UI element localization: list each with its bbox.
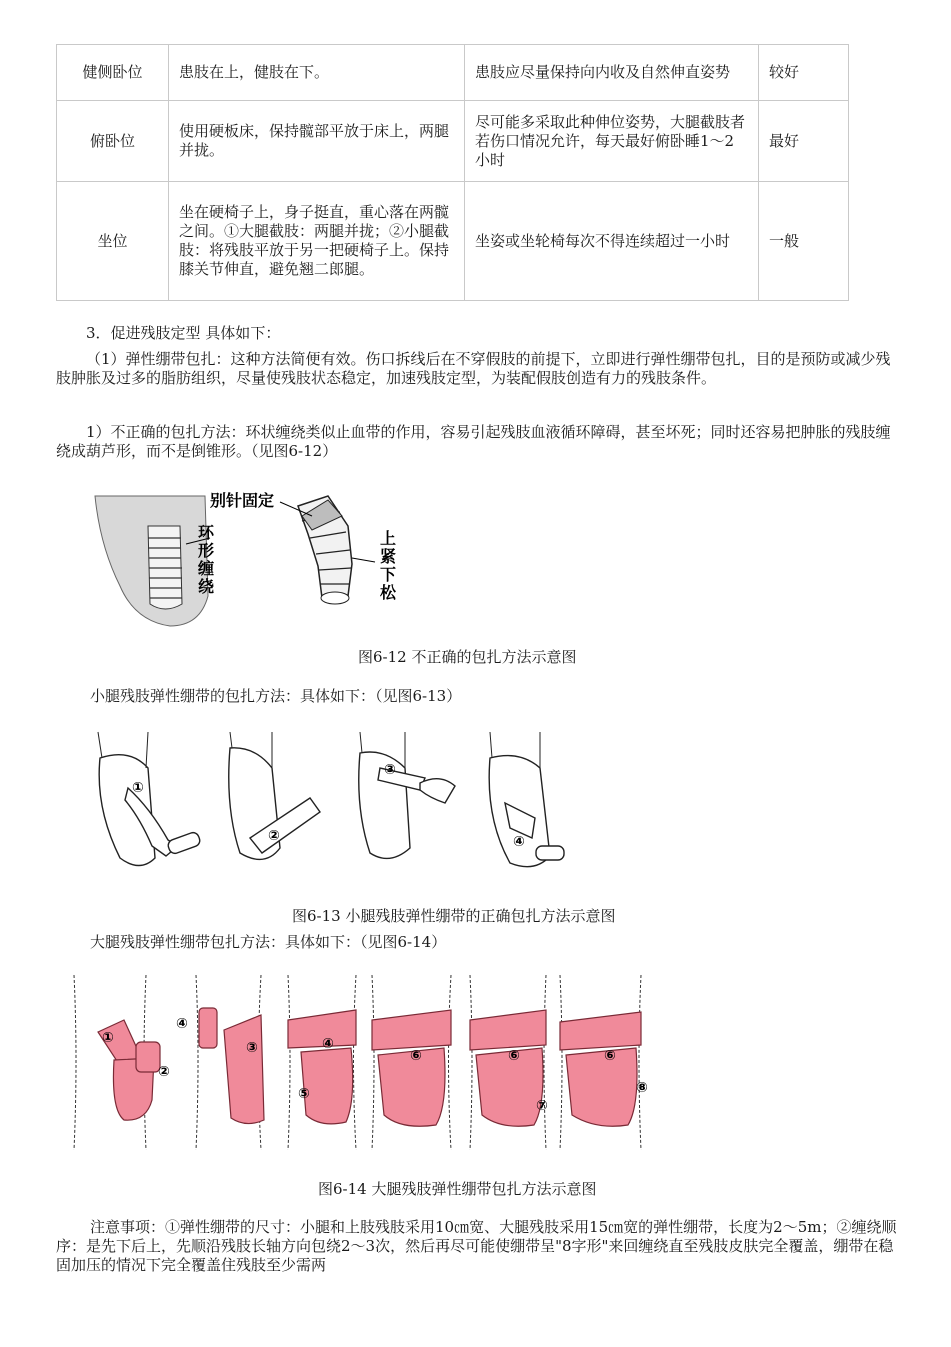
step-label: ⑥: [604, 1048, 616, 1064]
table-row: [57, 182, 849, 301]
cell-rating: 最好: [759, 101, 849, 182]
positioning-table: [56, 44, 849, 301]
paragraph: 小腿残肢弹性绷带的包扎方法：具体如下：（见图6-13）: [90, 687, 462, 705]
section-heading: 3．促进残肢定型 具体如下：: [86, 324, 281, 342]
step-label: ⑥: [410, 1048, 422, 1064]
cell-position: 坐位: [57, 182, 169, 301]
label-ring: 环: [198, 523, 215, 542]
caption-6-12: 图6-12 不正确的包扎方法示意图: [358, 648, 577, 666]
cell-method: 坐在硬椅子上，身子挺直，重心落在两髋之间。①大腿截肢：两腿并拢；②小腿截肢：将残肢平放于另一把硬椅子上。保持膝关节伸直，避免翘二郎腿。: [169, 182, 465, 301]
step-label: ⑦: [536, 1098, 548, 1114]
cell-note: 尽可能多采取此种伸位姿势，大腿截肢者若伤口情况允许，每天最好俯卧睡1～2小时: [465, 101, 759, 182]
label-tight: 下: [380, 565, 397, 584]
step-label: ④: [322, 1036, 334, 1052]
cell-position: 健侧卧位: [57, 45, 169, 101]
step-label: ⑤: [298, 1086, 310, 1102]
step-label: ⑥: [508, 1048, 520, 1064]
step-label: ②: [158, 1064, 170, 1080]
label-ring: 绕: [198, 577, 215, 596]
paragraph: 大腿残肢弹性绷带包扎方法：具体如下：（见图6-14）: [90, 933, 447, 951]
caption-6-13: 图6-13 小腿残肢弹性绷带的正确包扎方法示意图: [292, 907, 616, 925]
label-tight: 上: [380, 529, 397, 548]
figure-6-13: [80, 728, 600, 878]
step-label: ③: [384, 762, 396, 778]
step-label: ①: [132, 780, 144, 796]
paragraph: （1）弹性绷带包扎：这种方法简便有效。伤口拆线后在不穿假肢的前提下，立即进行弹性绷带包扎，目的是预防或减少残肢肿胀及过多的脂肪组织，尽量使残肢状态稳定，加速残肢定型，为装配假肢创造有力的残肢条件。: [56, 350, 891, 387]
paragraph: 1）不正确的包扎方法：环状缠绕类似止血带的作用，容易引起残肢血液循环障碍，甚至坏死；同时还容易把肿胀的残肢缠绕成葫芦形，而不是倒锥形。（见图6-12）: [56, 423, 891, 460]
cell-position: 俯卧位: [57, 101, 169, 182]
paragraph: 注意事项：①弹性绷带的尺寸：小腿和上肢残肢采用10㎝宽、大腿残肢采用15㎝宽的弹性绷带，长度为2～5m；②缠绕顺序：是先下后上，先顺沿残肢长轴方向包绕2～3次，然后再尽可能使绷带呈"8字形"来回缠绕直至残肢皮肤完全覆盖，绷带在稳固加压的情况下完全覆盖住残肢至少需两: [56, 1218, 897, 1274]
step-label: ①: [102, 1030, 114, 1046]
cell-note: 患肢应尽量保持向内收及自然伸直姿势: [465, 45, 759, 101]
label-tight: 紧: [380, 547, 397, 566]
table-row: [57, 45, 849, 101]
cell-rating: 较好: [759, 45, 849, 101]
step-label: ②: [268, 828, 280, 844]
label-pin: 别针固定: [210, 491, 275, 510]
label-tight: 松: [380, 583, 397, 602]
table-row: [57, 101, 849, 182]
step-label: ⑧: [636, 1080, 648, 1096]
figure-6-12: [90, 486, 420, 636]
cell-method: 使用硬板床，保持髋部平放于床上，两腿并拢。: [169, 101, 465, 182]
step-label: ④: [176, 1016, 188, 1032]
caption-6-14: 图6-14 大腿残肢弹性绷带包扎方法示意图: [318, 1180, 597, 1198]
label-ring: 形: [198, 541, 215, 560]
label-ring: 缠: [198, 559, 215, 578]
figure-6-14: [66, 970, 676, 1155]
step-label: ③: [246, 1040, 258, 1056]
cell-note: 坐姿或坐轮椅每次不得连续超过一小时: [465, 182, 759, 301]
cell-method: 患肢在上，健肢在下。: [169, 45, 465, 101]
cell-rating: 一般: [759, 182, 849, 301]
step-label: ④: [513, 834, 525, 850]
